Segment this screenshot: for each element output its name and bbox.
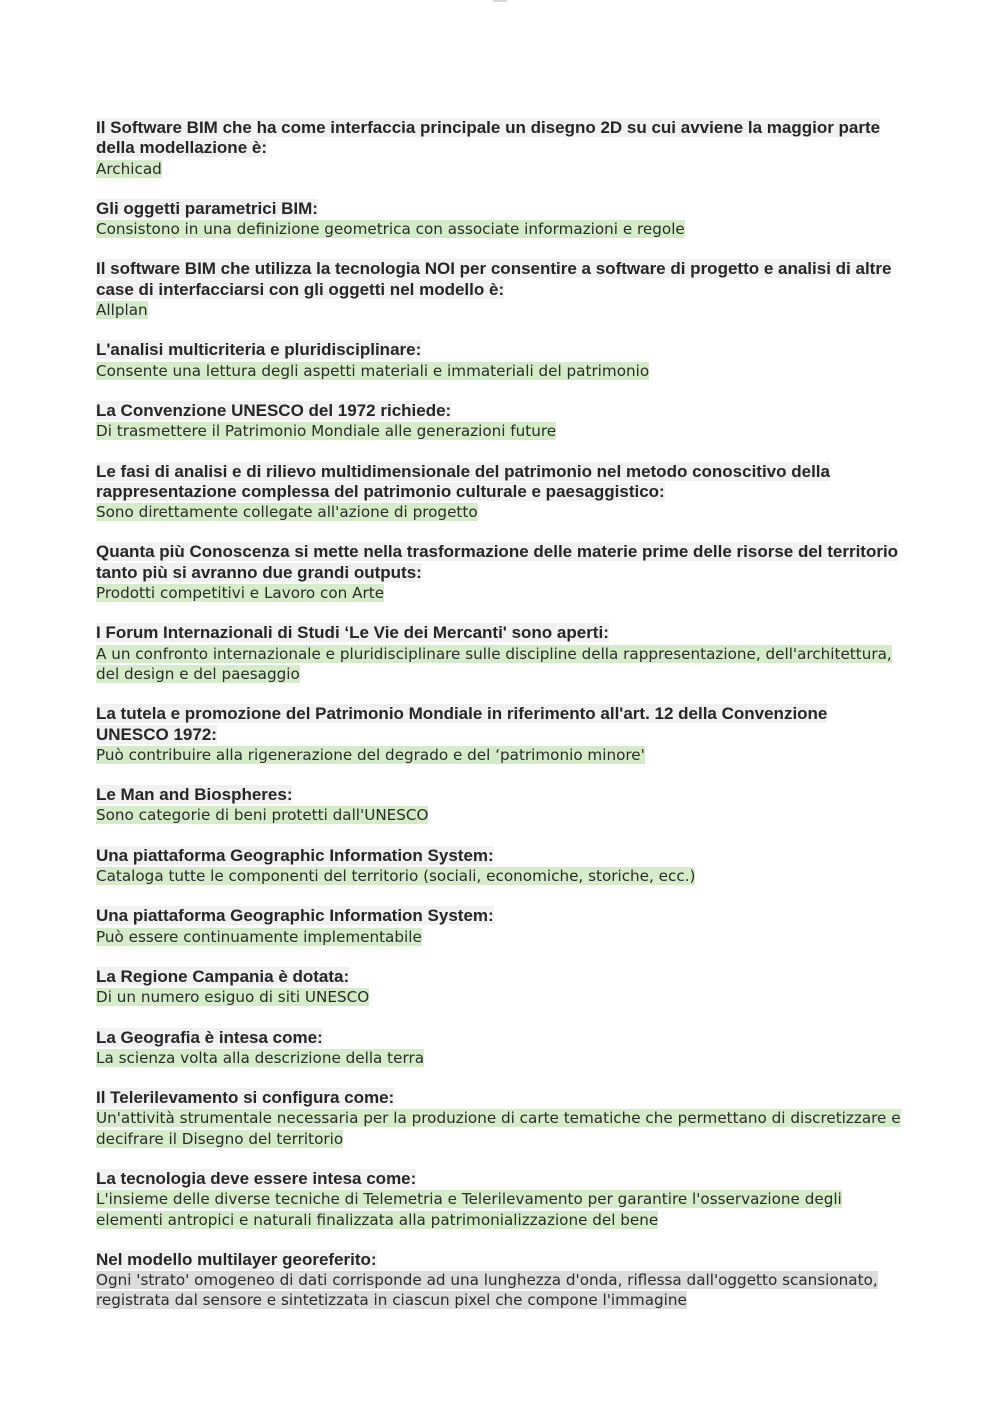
qa-item (96, 462, 904, 523)
question: La tecnologia deve essere intesa come: (96, 1168, 417, 1188)
qa-item (96, 1169, 904, 1230)
qa-item (96, 1028, 904, 1069)
answer: Di un numero esiguo di siti UNESCO (96, 988, 370, 1007)
answer: Ogni 'strato' omogeneo di dati corrisponde ad una lunghezza d'onda, riflessa dall'oggetto scansionato, registrata dal sensore e sintetizzata in ciascun pixel che compone l'immagine (96, 1271, 878, 1310)
page-header-mark (493, 0, 507, 2)
answer: Sono direttamente collegate all'azione di progetto (96, 503, 478, 522)
question: Le Man and Biospheres: (96, 785, 293, 805)
qa-item (96, 340, 904, 381)
question: La tutela e promozione del Patrimonio Mondiale in riferimento all'art. 12 della Convenzione UNESCO 1972: (96, 704, 828, 744)
qa-item (96, 846, 904, 887)
qa-item (96, 401, 904, 442)
answer: A un confronto internazionale e pluridisciplinare sulle discipline della rappresentazione, dell'architettura, del design e del paesaggio (96, 644, 892, 683)
answer: Sono categorie di beni protetti dall'UNESCO (96, 806, 429, 825)
question: La Geografia è intesa come: (96, 1027, 323, 1047)
question: Il Telerilevamento si configura come: (96, 1088, 395, 1108)
answer: Può essere continuamente implementabile (96, 927, 422, 946)
qa-item (96, 1088, 904, 1149)
qa-item (96, 704, 904, 765)
answer: Prodotti competitivi e Lavoro con Arte (96, 584, 385, 603)
question: Una piattaforma Geographic Information System: (96, 906, 494, 926)
question: Il software BIM che utilizza la tecnologia NOI per consentire a software di progetto e analisi di altre case di interfacciarsi con gli oggetti nel modello è: (96, 259, 892, 299)
answer: Di trasmettere il Patrimonio Mondiale alle generazioni future (96, 422, 557, 441)
qa-item (96, 623, 904, 684)
qa-item (96, 785, 904, 826)
answer: Consistono in una definizione geometrica con associate informazioni e regole (96, 220, 685, 239)
qa-item (96, 906, 904, 947)
answer: Un'attività strumentale necessaria per la produzione di carte tematiche che permettano di discretizzare e decifrare il Disegno del territorio (96, 1109, 901, 1148)
qa-item (96, 199, 904, 240)
qa-item (96, 259, 904, 320)
answer: L'insieme delle diverse tecniche di Telemetria e Telerilevamento per garantire l'osservazione degli elementi antropici e naturali finalizzata alla patrimonializzazione del bene (96, 1190, 842, 1229)
question: Quanta più Conoscenza si mette nella trasformazione delle materie prime delle risorse del territorio tanto più si avranno due grandi outputs: (96, 542, 899, 582)
question: Una piattaforma Geographic Information System: (96, 845, 494, 865)
answer: Cataloga tutte le componenti del territorio (sociali, economiche, storiche, ecc.) (96, 867, 696, 886)
question: Gli oggetti parametrici BIM: (96, 198, 318, 218)
document-body (96, 118, 904, 1331)
answer: Consente una lettura degli aspetti materiali e immateriali del patrimonio (96, 361, 650, 380)
answer: Allplan (96, 301, 148, 320)
question: L'analisi multicriteria e pluridisciplinare: (96, 340, 422, 360)
question: Le fasi di analisi e di rilievo multidimensionale del patrimonio nel metodo conoscitivo della rappresentazione complessa del patrimonio culturale e paesaggistico: (96, 461, 830, 501)
qa-item (96, 118, 904, 179)
qa-item (96, 1250, 904, 1311)
answer: La scienza volta alla descrizione della terra (96, 1048, 424, 1067)
question: Il Software BIM che ha come interfaccia principale un disegno 2D su cui avviene la maggior parte della modellazione è: (96, 118, 881, 158)
answer: Può contribuire alla rigenerazione del degrado e del ‘patrimonio minore' (96, 745, 645, 764)
question: Nel modello multilayer georeferito: (96, 1249, 377, 1269)
question: La Regione Campania è dotata: (96, 966, 350, 986)
qa-item (96, 542, 904, 603)
question: La Convenzione UNESCO del 1972 richiede: (96, 400, 452, 420)
question: I Forum Internazionali di Studi ‘Le Vie dei Mercanti' sono aperti: (96, 623, 609, 643)
qa-item (96, 967, 904, 1008)
answer: Archicad (96, 159, 162, 178)
